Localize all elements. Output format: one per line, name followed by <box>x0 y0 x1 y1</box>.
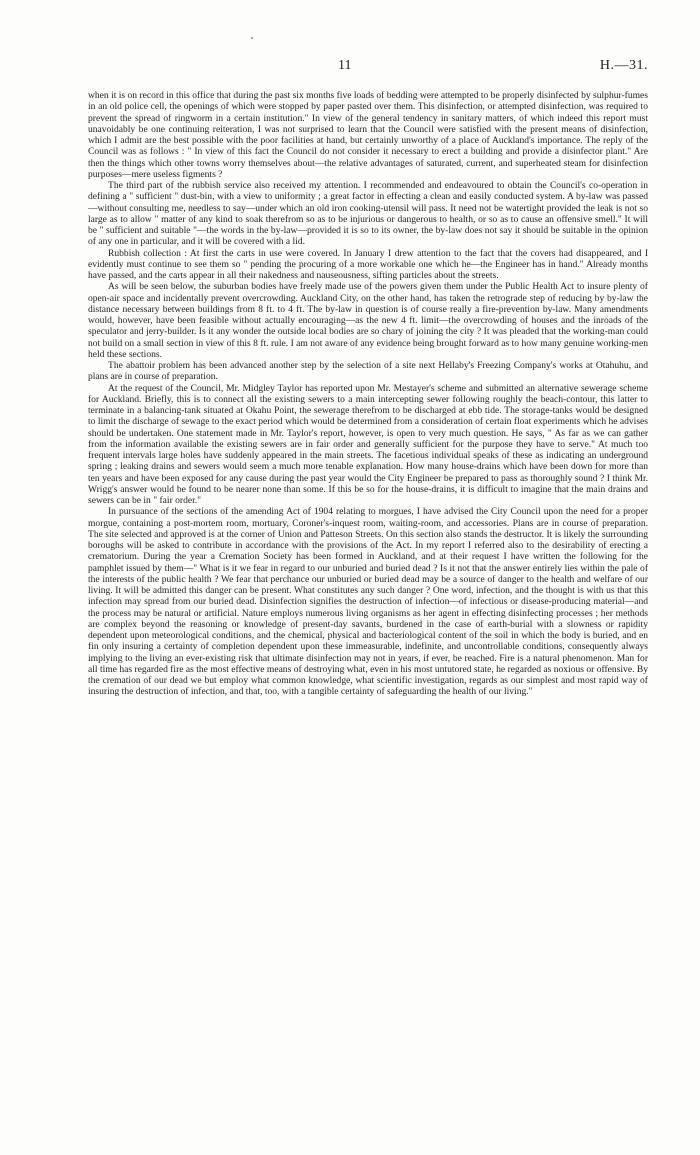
paragraph-building-distance: As will be seen below, the suburban bodies have freely made use of the powers given them under the Public Health Act to insure plenty of open-air space and incidentally prevent overcrowding. Auckland City, on the other hand, has taken the retrograde step of reducing by by-law the distance necessary between buildings from 8 ft. to 4 ft. The by-law in question is of course really a fire-prevention by-law. Many amendments would, however, have been feasible without actually encouraging—as the new 4 ft. limit—the overcrowding of houses and the inroads of the speculator and jerry-builder. Is it any wonder the outside local bodies are so chary of joining the city ? It was pleaded that the working-man could not build on a small section in view of this 8 ft. rule. I am not aware of any evidence being brought forward as to how many genuine working-men held these sections. <box>88 281 648 360</box>
paragraph-morgue-cremation: In pursuance of the sections of the amending Act of 1904 relating to morgues, I have advised the City Council upon the need for a proper morgue, containing a post-mortem room, mortuary, Coroner's-inquest room, waiting-room, and accessories. Plans are in course of preparation. The site selected and approved is at the corner of Union and Patteson Streets. On this section also stands the destructor. It is likely the surrounding boroughs will be asked to contribute in accordance with the provisions of the Act. In my report I referred also to the desirability of erecting a crematorium. During the year a Cremation Society has been formed in Auckland, and at their request I have written the following for the pamphlet issued by them—" What is it we fear in regard to our unburied and buried dead ? Is it not that the answer entirely lies within the pale of the interests of the public health ? We fear that perchance our unburied or buried dead may be a source of danger to the health and welfare of our living. It will be admitted this danger can be present. What constitutes any such danger ? One word, infection, and the thought is with us that this infection may spread from our buried dead. Disinfection signifies the destruction of infection—of infectious or disease-producing material—and the process may be natural or artificial. Nature employs numerous living organisms as her agent in effecting disinfecting processes ; her methods are complex beyond the reasoning or knowledge of present-day savants, burdened in the case of earth-burial with a slowness or rapidity dependent upon meteorological conditions, and the chemical, physical and bacteriological content of the soil in which the body is buried, and en fin only insuring a certainty of completion dependent upon these immeasurable, indefinite, and uncontrollable conditions, consequently always implying to the living an ever-existing risk that ultimate disinfection may not in years, if ever, be reached. Fire is a natural phenomenon. Man for all time has regarded fire as the most effective means of destroying what, even in his most untutored state, he regarded as noxious or offensive. By the cremation of our dead we but employ what common knowledge, what scientific investigation, regards as our simplest and most rapid way of insuring the destruction of infection, and that, too, with a tangible certainty of safeguarding the health of our living." <box>88 506 648 698</box>
page-header <box>88 58 648 76</box>
document-reference: H.—31. <box>599 58 648 73</box>
paragraph-rubbish-collection: Rubbish collection : At first the carts in use were covered. In January I drew attention to the fact that the covers had disappeared, and I evidently must continue to see them so " pending the procuring of a more workable one which he—the Engineer has in hand." Already months have passed, and the carts appear in all their nakedness and nauseousness, sifting particles about the streets. <box>88 247 648 281</box>
scan-speck <box>251 37 253 39</box>
paragraph-dust-bin: The third part of the rubbish service also received my attention. I recommended and endeavoured to obtain the Council's co-operation in defining a " sufficient " dust-bin, with a view to uniformity ; a great factor in effecting a clean and easily conducted system. A by-law was passed—without consulting me, needless to say—under which an old iron cooking-utensil will pass. It need not be watertight provided the leak is not so large as to allow " matter of any kind to soak therefrom so as to be injurious or dangerous to health, or so as to cause an offensive smell." It will be " sufficient and suitable "—the words in the by-law—provided it is so to its owner, the by-law does not say it should be suitable in the opinion of any one in particular, and it will be covered with a lid. <box>88 180 648 248</box>
page-number: 11 <box>338 58 352 73</box>
body-text <box>88 90 648 698</box>
paragraph-disinfection: when it is on record in this office that during the past six months five loads of bedding were attempted to be properly disinfected by sulphur-fumes in an old police cell, the openings of which were stopped by paper pasted over them. This disinfection, or attempted disinfection, was required to prevent the spread of ringworm in a certain institution." In view of the general tendency in sanitary matters, of which indeed this report must unavoidably be one continuing reiteration, I was not surprised to learn that the Council were satisfied with the present means of disinfection, which I admit are the best possible with the poor facilities at hand, but certainly unworthy of a place of Auckland's importance. The reply of the Council was as follows : " In view of this fact the Council do not consider it necessary to erect a building and provide a disinfector plant." Are then the things which other towns worry themselves about—the relative advantages of saturated, current, and superheated steam for disinfection purposes—mere useless figments ? <box>88 90 648 180</box>
paragraph-sewerage: At the request of the Council, Mr. Midgley Taylor has reported upon Mr. Mestayer's scheme and submitted an alternative sewerage scheme for Auckland. Briefly, this is to connect all the existing sewers to a main intercepting sewer following roughly the beach-contour, this latter to terminate in a balancing-tank situated at Okahu Point, the sewerage therefrom to be discharged at ebb tide. The storage-tanks would be designed to limit the discharge of sewage to the exact period which would be determined from a consideration of certain float experiments which he advises should be undertaken. One statement made in Mr. Taylor's report, however, is open to very much question. He says, " As far as we can gather from the information available the existing sewers are in fair order and generally sufficient for the purpose they have to serve." At much too frequent intervals large holes have suddenly appeared in the main streets. The facetious individual speaks of these as indicating an underground spring ; leaking drains and sewers would seem a much more tenable explanation. How many house-drains which have been down for more than ten years and have been exposed for any cause during the past year would the City Engineer be prepared to pass as thoroughly sound ? I think Mr. Wrigg's answer would be found to be nearer none than some. If this be so for the house-drains, it is difficult to imagine that the main drains and sewers can be in " fair order." <box>88 382 648 506</box>
paragraph-abattoir: The abattoir problem has been advanced another step by the selection of a site next Hellaby's Freezing Company's works at Otahuhu, and plans are in course of preparation. <box>88 360 648 383</box>
